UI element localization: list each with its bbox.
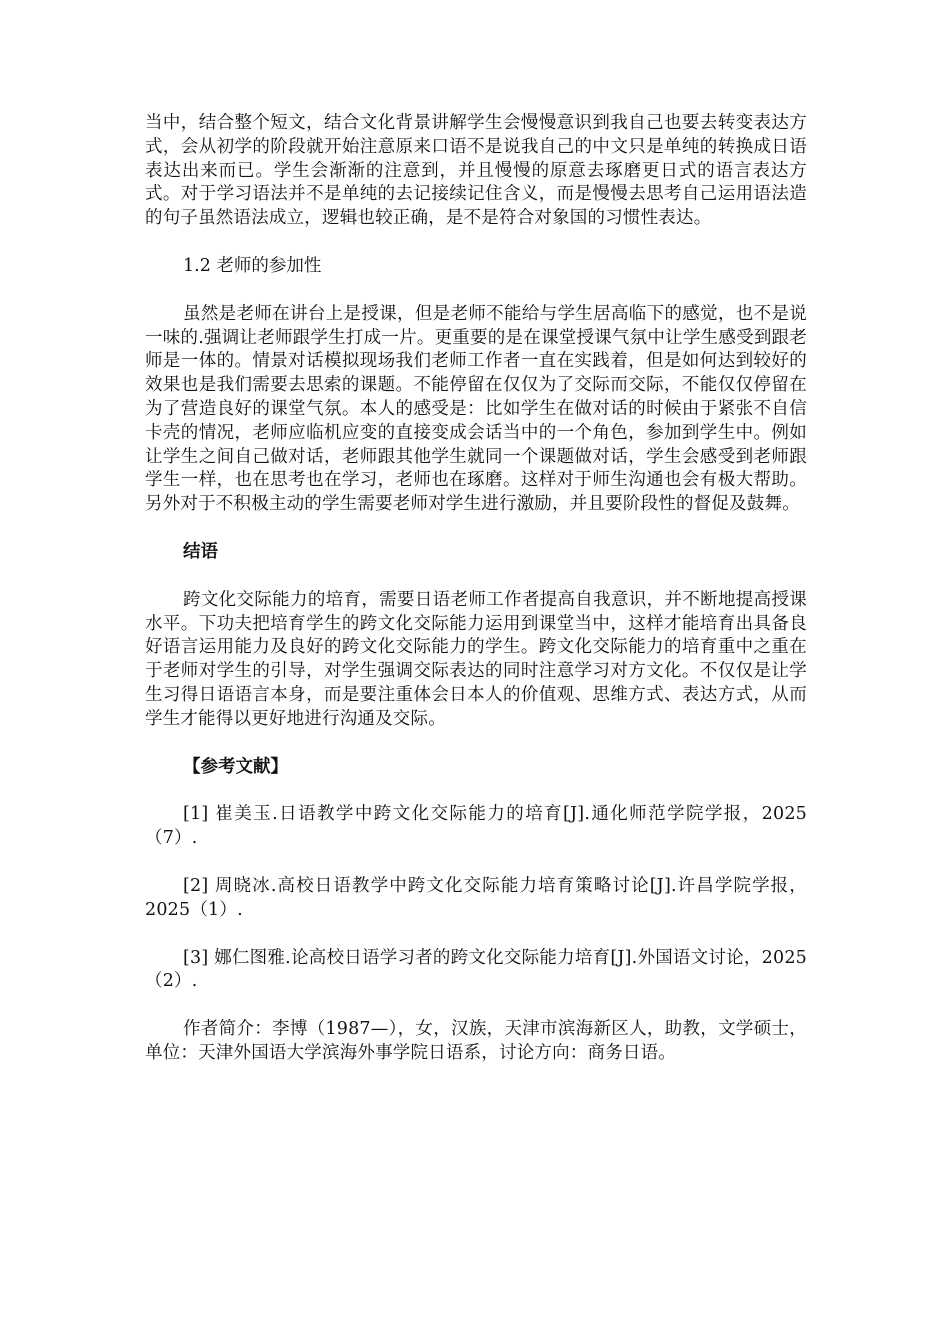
section-heading-1-2: 1.2 老师的参加性 [183, 255, 322, 276]
conclusion-paragraph: 跨文化交际能力的培育，需要日语老师工作者提高自我意识，并不断地提高授课水平。下功夫把培育学生的跨文化交际能力运用到课堂当中，这样才能培育出具备良好语言运用能力及良好的跨文化交际能力的学生。跨文化交际能力的培育重中之重在于老师对学生的引导，对学生强调交际表达的同时注意学习对方文化。不仅仅是让学生习得日语语言本身，而是要注重体会日本人的价值观、思维方式、表达方式，从而学生才能得以更好地进行沟通及交际。 [145, 589, 807, 729]
reference-item: [1] 崔美玉.日语教学中跨文化交际能力的培育[J].通化师范学院学报，2025（7）. [145, 804, 807, 849]
references-heading: 【参考文献】 [183, 756, 288, 777]
conclusion-heading: 结语 [183, 541, 218, 562]
article-page [145, 112, 807, 1066]
reference-item: [3] 娜仁图雅.论高校日语学习者的跨文化交际能力培育[J].外国语文讨论，2025（2）. [145, 947, 807, 992]
continuation-paragraph: 当中，结合整个短文，结合文化背景讲解学生会慢慢意识到我自己也要去转变表达方式，会从初学的阶段就开始注意原来口语不是说我自己的中文只是单纯的转换成日语表达出来而已。学生会渐渐的注意到，并且慢慢的原意去琢磨更日式的语言表达方式。对于学习语法并不是单纯的去记接续记住含义，而是慢慢去思考自己运用语法造的句子虽然语法成立，逻辑也较正确，是不是符合对象国的习惯性表达。 [145, 113, 807, 229]
section-1-2-paragraph: 虽然是老师在讲台上是授课，但是老师不能给与学生居高临下的感觉，也不是说一味的.强调让老师跟学生打成一片。更重要的是在课堂授课气氛中让学生感受到跟老师是一体的。情景对话模拟现场我们老师工作者一直在实践着，但是如何达到较好的效果也是我们需要去思索的课题。不能停留在仅仅为了交际而交际，不能仅仅停留在为了营造良好的课堂气氛。本人的感受是：比如学生在做对话的时候由于紧张不自信卡壳的情况，老师应临机应变的直接变成会话当中的一个角色，参加到学生中。例如让学生之间自己做对话，老师跟其他学生就同一个课题做对话，学生会感受到老师跟学生一样，也在思考也在学习，老师也在琢磨。这样对于师生沟通也会有极大帮助。另外对于不积极主动的学生需要老师对学生进行激励，并且要阶段性的督促及鼓舞。 [145, 303, 807, 515]
reference-item: [2] 周晓冰.高校日语教学中跨文化交际能力培育策略讨论[J].许昌学院学报，2025（1）. [145, 875, 807, 920]
author-bio: 作者简介：李博（1987—），女，汉族，天津市滨海新区人，助教，文学硕士，单位：天津外国语大学滨海外事学院日语系，讨论方向：商务日语。 [145, 1019, 807, 1063]
